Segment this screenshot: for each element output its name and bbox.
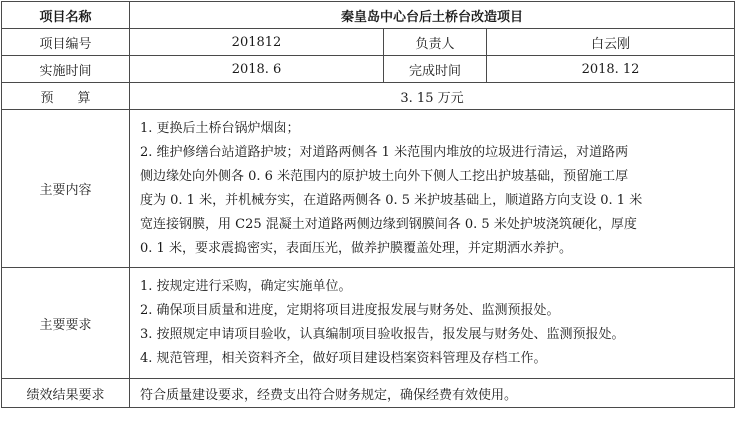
budget-label <box>2 83 130 110</box>
start-time-label: 实施时间 <box>2 56 130 83</box>
content-label: 主要内容 <box>2 110 130 268</box>
requirement-line: 2. 确保项目质量和进度，定期将项目进度报发展与财务处、监测预报处。 <box>140 303 560 318</box>
owner-value: 白云刚 <box>487 29 735 56</box>
budget-label-b: 算 <box>77 90 91 106</box>
requirement-line: 3. 按照规定申请项目验收，认真编制项目验收报告，报发展与财务处、监测预报处。 <box>140 327 625 342</box>
content-line: 宽连接钢膜，用 C25 混凝土对道路两侧边缘到钢膜间各 0. 5 米处护坡浇筑硬化，厚度 <box>140 216 637 232</box>
requirement-line: 4. 规范管理，相关资料齐全，做好项目建设档案资料管理及存档工作。 <box>140 351 547 366</box>
table-row-header <box>2 2 735 29</box>
project-name-value: 秦皇岛中心台后土桥台改造项目 <box>130 2 735 29</box>
requirements-lines <box>130 271 734 375</box>
finish-time-value: 2018. 12 <box>487 56 735 83</box>
project-name-label: 项目名称 <box>2 2 130 29</box>
content-line: 0. 1 米，要求震捣密实，表面压光，做养护膜覆盖处理，并定期洒水养护。 <box>140 240 572 256</box>
content-line: 1. 更换后土桥台锅炉烟囱； <box>140 120 300 136</box>
table-row-performance <box>2 379 735 408</box>
project-table <box>1 1 735 408</box>
content-line: 侧边缘处向外侧各 0. 6 米范围内的原护坡土向外下侧人工挖出护坡基础，预留施工厚 <box>140 168 629 184</box>
finish-time-label: 完成时间 <box>384 56 487 83</box>
requirement-line: 1. 按规定进行采购，确定实施单位。 <box>140 279 352 294</box>
budget-value: 3. 15 万元 <box>130 83 735 110</box>
start-time-value: 2018. 6 <box>130 56 384 83</box>
table-row-time <box>2 56 735 83</box>
content-line: 2. 维护修缮台站道路护坡；对道路两侧各 1 米范围内堆放的垃圾进行清运，对道路两 <box>140 144 629 160</box>
content-line: 度为 0. 1 米，并机械夯实，在道路两侧各 0. 5 米护坡基础上，顺道路方向支设 0. 1 米 <box>140 192 643 208</box>
project-number-value: 201812 <box>130 29 384 56</box>
requirements-cell <box>130 268 735 379</box>
table-row-number <box>2 29 735 56</box>
table-row-budget <box>2 83 735 110</box>
table-row-content <box>2 110 735 268</box>
performance-value: 符合质量建设要求，经费支出符合财务规定，确保经费有效使用。 <box>130 379 735 408</box>
performance-label: 绩效结果要求 <box>2 379 130 408</box>
table-row-requirements <box>2 268 735 379</box>
project-number-label: 项目编号 <box>2 29 130 56</box>
content-lines <box>130 113 734 265</box>
owner-label: 负责人 <box>384 29 487 56</box>
content-cell <box>130 110 735 268</box>
budget-label-a: 预 <box>40 90 54 106</box>
requirements-label: 主要要求 <box>2 268 130 379</box>
